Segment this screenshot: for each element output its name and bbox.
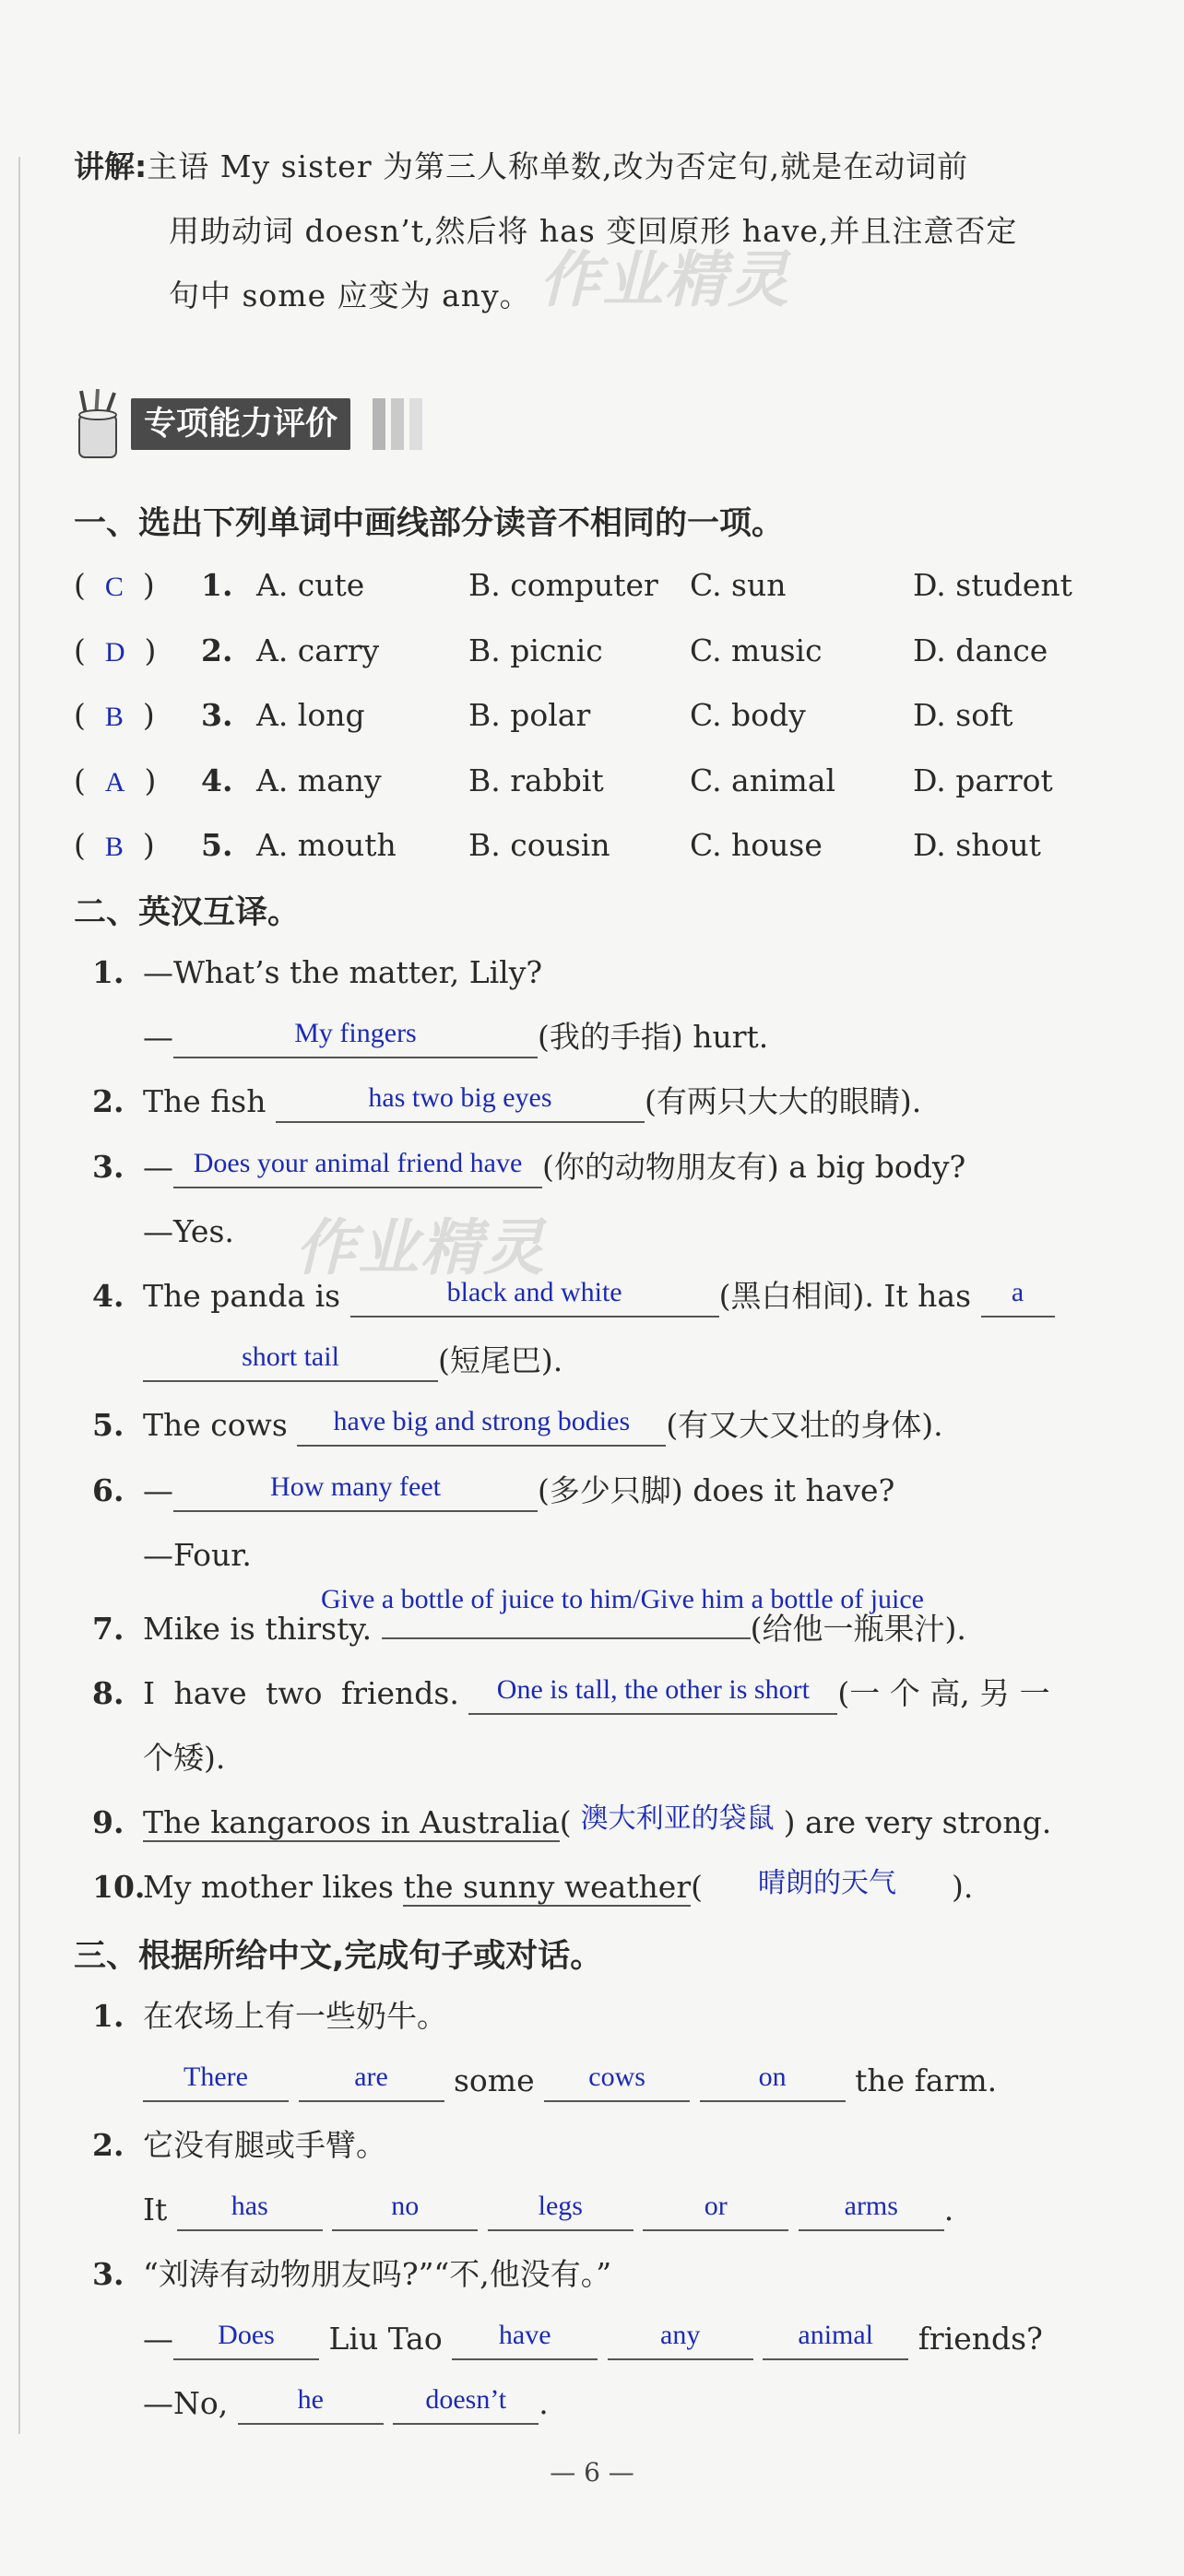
answer-text: any xyxy=(660,2320,701,2350)
banner-stripe-2 xyxy=(391,398,404,450)
banner-stripe-3 xyxy=(409,398,422,450)
answer-text: black and white xyxy=(446,1277,622,1307)
hint-text: (黑白相间). It has xyxy=(718,1278,972,1314)
question-number: 2. xyxy=(92,2127,124,2163)
hint-text: 个矮). xyxy=(143,1740,226,1776)
answer-text: legs xyxy=(538,2191,583,2221)
answer-blank[interactable] xyxy=(393,2386,539,2425)
hint-text: (有又大又壮的身体). xyxy=(666,1407,943,1443)
answer-blank[interactable] xyxy=(350,1279,719,1318)
p2-q2 xyxy=(92,1081,921,1123)
question-number: 4. xyxy=(92,1278,124,1314)
part1-heading: 一、选出下列单词中画线部分读音不相同的一项。 xyxy=(74,505,785,542)
p2-q1-line1 xyxy=(92,951,542,994)
answer-text: How many feet xyxy=(270,1471,441,1502)
margin-line xyxy=(18,157,20,2434)
p2-q9 xyxy=(92,1802,1051,1844)
dash: — xyxy=(143,1149,173,1185)
answer-blank[interactable] xyxy=(238,2386,384,2425)
choice-question xyxy=(74,824,1162,869)
answer-blank[interactable] xyxy=(143,1343,438,1382)
question-number: 3. xyxy=(201,697,233,733)
explanation-text-2: 用助动词 doesn’t,然后将 has 变回原形 have,并且注意否定 xyxy=(169,213,1018,249)
p2-q4-line1 xyxy=(92,1275,1055,1318)
question-number: 4. xyxy=(201,762,233,798)
answer-text: One is tall, the other is short xyxy=(496,1674,810,1705)
option-c: C. house xyxy=(690,827,823,863)
answer-blank[interactable] xyxy=(643,2192,788,2231)
p3-q3-reply xyxy=(143,2382,549,2425)
option-d: D. parrot xyxy=(913,762,1053,798)
question-number: 2. xyxy=(201,632,233,668)
hint-text: (短尾巴). xyxy=(438,1342,563,1378)
option-d: D. soft xyxy=(913,697,1013,733)
option-d: D. student xyxy=(913,567,1072,603)
answer-text: Does xyxy=(218,2320,275,2350)
dash: — xyxy=(143,1472,173,1508)
option-b: B. cousin xyxy=(468,827,610,863)
question-number: 7. xyxy=(92,1611,124,1647)
answer-text: Does your animal friend have xyxy=(193,1148,523,1178)
answer-blank[interactable] xyxy=(572,1805,784,1842)
question-text: The fish xyxy=(143,1083,266,1119)
p2-q7 xyxy=(92,1608,966,1650)
answer-blank[interactable] xyxy=(297,1408,666,1447)
underlined-phrase: the sunny weather xyxy=(403,1869,692,1905)
chinese-prompt: 在农场上有一些奶牛。 xyxy=(143,1998,447,2034)
question-text: the farm. xyxy=(855,2062,998,2098)
question-number: 5. xyxy=(201,827,233,863)
answer-blank[interactable] xyxy=(468,1676,837,1715)
question-text: friends? xyxy=(918,2321,1043,2357)
chinese-prompt: “刘涛有动物朋友吗?”“不,他没有。” xyxy=(143,2256,612,2292)
question-number: 2. xyxy=(92,1083,124,1119)
hint-text: (给他一瓶果汁). xyxy=(750,1611,966,1647)
answer-blank[interactable] xyxy=(173,2322,319,2360)
option-c: C. music xyxy=(690,632,823,668)
p3-q3-en xyxy=(143,2318,1043,2360)
answer-text: have xyxy=(498,2320,551,2350)
hint-text: (有两只大大的眼睛). xyxy=(644,1083,922,1119)
p2-q6 xyxy=(92,1470,894,1512)
p2-q3-reply xyxy=(143,1211,234,1253)
choice-question xyxy=(74,564,1162,609)
question-text: Mike is thirsty. xyxy=(143,1611,373,1647)
dash: — xyxy=(143,1019,173,1055)
reply-text: —No, xyxy=(143,2385,229,2421)
question-number: 1. xyxy=(92,1998,124,2034)
question-number: 3. xyxy=(92,1149,124,1185)
answer-parenthesis[interactable]: ( B ) xyxy=(74,697,155,733)
underlined-phrase: The kangaroos in Australia xyxy=(143,1804,560,1840)
explanation-line-1 xyxy=(74,146,968,188)
part2-heading: 二、英汉互译。 xyxy=(74,894,301,931)
answer-text: My fingers xyxy=(294,1018,417,1048)
question-text: It xyxy=(143,2192,168,2227)
p2-q10 xyxy=(92,1866,973,1908)
close-paren: ) xyxy=(783,1804,796,1840)
banner-stripe-1 xyxy=(373,398,385,450)
explanation-text-3: 句中 some 应变为 any。 xyxy=(169,278,531,313)
p2-q5 xyxy=(92,1404,943,1447)
question-text: I have two friends. xyxy=(143,1675,459,1711)
answer-blank[interactable] xyxy=(173,1150,542,1188)
answer-text: has two big eyes xyxy=(368,1082,552,1113)
answer-text: 晴朗的天气 xyxy=(757,1868,896,1898)
option-d: D. shout xyxy=(913,827,1041,863)
answer-letter: C xyxy=(104,572,124,602)
question-text: The panda is xyxy=(143,1278,341,1314)
answer-blank[interactable] xyxy=(703,1870,952,1907)
pencil-holder-icon xyxy=(74,387,133,461)
p3-q1-en xyxy=(143,2060,997,2102)
answer-text: on xyxy=(758,2062,787,2092)
answer-text: short tail xyxy=(242,1341,339,1372)
question-text: The cows xyxy=(143,1407,288,1443)
answer-blank[interactable] xyxy=(763,2322,908,2360)
reply-text: —Yes. xyxy=(143,1213,234,1249)
question-text: —What’s the matter, Lily? xyxy=(143,954,543,990)
watermark-middle: 作业精灵 xyxy=(295,1212,546,1283)
answer-blank[interactable] xyxy=(700,2063,846,2102)
answer-text: doesn’t xyxy=(425,2384,507,2415)
option-a: A. mouth xyxy=(256,827,397,863)
hint-text: (你的动物朋友有) a big body? xyxy=(542,1149,966,1185)
option-c: C. sun xyxy=(690,567,787,603)
answer-text: are xyxy=(354,2062,388,2092)
answer-letter: B xyxy=(104,702,124,732)
question-number: 6. xyxy=(92,1472,124,1508)
option-b: B. rabbit xyxy=(468,762,604,798)
question-number: 3. xyxy=(92,2256,124,2292)
option-a: A. cute xyxy=(256,567,365,603)
p3-q3-cn xyxy=(92,2253,611,2296)
question-number: 1. xyxy=(201,567,233,603)
answer-letter: B xyxy=(104,832,124,862)
banner-title: 专项能力评价 xyxy=(131,398,350,450)
p2-q8-line1 xyxy=(92,1672,1050,1715)
p2-q6-reply xyxy=(143,1534,252,1577)
question-text: some xyxy=(454,2062,535,2098)
option-a: A. many xyxy=(256,762,382,798)
answer-parenthesis[interactable]: ( D ) xyxy=(74,632,157,668)
answer-letter: A xyxy=(104,766,125,798)
answer-text: have big and strong bodies xyxy=(333,1406,631,1436)
reply-text: —Four. xyxy=(143,1537,252,1573)
answer-blank[interactable] xyxy=(488,2192,633,2231)
answer-blank[interactable] xyxy=(173,1473,538,1512)
explanation-text-1: 主语 My sister 为第三人称单数,改为否定句,就是在动词前 xyxy=(147,148,969,184)
answer-text: arms xyxy=(844,2191,898,2221)
answer-text: has xyxy=(231,2191,268,2221)
answer-text: cows xyxy=(588,2062,645,2092)
answer-blank[interactable] xyxy=(276,1084,645,1123)
answer-parenthesis[interactable]: ( A ) xyxy=(74,762,157,798)
choice-question xyxy=(74,760,1162,804)
part3-heading: 三、根据所给中文,完成句子或对话。 xyxy=(74,1938,603,1975)
question-number: 5. xyxy=(92,1407,124,1443)
p2-q4-line2 xyxy=(143,1340,562,1382)
open-paren: ( xyxy=(559,1804,572,1840)
p3-q2-cn xyxy=(92,2124,386,2167)
choice-question xyxy=(74,630,1162,674)
answer-blank[interactable] xyxy=(332,2192,478,2231)
answer-text: or xyxy=(704,2191,728,2221)
answer-text: no xyxy=(391,2191,420,2221)
answer-text: he xyxy=(297,2384,324,2415)
p2-q1-line2 xyxy=(143,1016,768,1058)
question-number: 1. xyxy=(92,954,124,990)
answer-blank[interactable] xyxy=(177,2192,323,2231)
answer-letter: D xyxy=(104,636,125,668)
p2-q7-answer: Give a bottle of juice to him/Give him a bottle of juice xyxy=(321,1584,924,1614)
answer-parenthesis[interactable]: ( B ) xyxy=(74,827,155,863)
chinese-prompt: 它没有腿或手臂。 xyxy=(143,2127,386,2163)
option-b: B. polar xyxy=(468,697,591,733)
option-b: B. picnic xyxy=(468,632,603,668)
answer-text: 澳大利亚的袋鼠 xyxy=(580,1803,775,1834)
option-b: B. computer xyxy=(468,567,658,603)
question-text: Liu Tao xyxy=(328,2321,443,2357)
explanation-label: 讲解: xyxy=(74,148,148,184)
answer-blank[interactable] xyxy=(143,2063,289,2102)
hint-text: (一 个 高, 另 一 xyxy=(837,1675,1050,1711)
question-number: 9. xyxy=(92,1804,124,1840)
answer-blank[interactable] xyxy=(799,2192,944,2231)
option-c: C. body xyxy=(690,697,806,733)
choice-question xyxy=(74,694,1162,739)
page-number: — 6 — xyxy=(550,2457,634,2487)
answer-parenthesis[interactable]: ( C ) xyxy=(74,567,155,603)
option-a: A. long xyxy=(256,697,365,733)
p3-q2-en xyxy=(143,2189,953,2231)
answer-blank[interactable] xyxy=(382,1637,751,1639)
option-d: D. dance xyxy=(913,632,1048,668)
answer-blank[interactable] xyxy=(299,2063,444,2102)
p2-q3 xyxy=(92,1146,965,1188)
option-a: A. carry xyxy=(256,632,380,668)
question-text: are very strong. xyxy=(805,1804,1052,1840)
question-number: 10. xyxy=(92,1869,146,1905)
question-number: 8. xyxy=(92,1675,124,1711)
p3-q1-cn xyxy=(92,1995,447,2038)
answer-blank[interactable] xyxy=(544,2063,690,2102)
hint-text: (多少只脚) does it have? xyxy=(538,1472,895,1508)
answer-blank[interactable] xyxy=(173,1020,538,1058)
hint-text: (我的手指) hurt. xyxy=(538,1019,769,1055)
option-c: C. animal xyxy=(690,762,836,798)
answer-text: a xyxy=(1011,1277,1024,1307)
explanation-line-3 xyxy=(169,275,531,317)
answer-text: There xyxy=(184,2062,248,2092)
answer-blank[interactable] xyxy=(452,2322,598,2360)
answer-blank[interactable] xyxy=(981,1279,1055,1318)
period: . xyxy=(539,2385,549,2421)
answer-blank[interactable] xyxy=(608,2322,753,2360)
watermark-top: 作业精灵 xyxy=(539,244,790,315)
answer-text: animal xyxy=(798,2320,874,2350)
p2-q8-line2 xyxy=(143,1737,225,1779)
section-banner xyxy=(74,387,443,461)
open-paren: ( xyxy=(691,1869,703,1905)
dash: — xyxy=(143,2321,173,2357)
close-paren: ). xyxy=(951,1869,974,1905)
period: . xyxy=(943,2192,954,2227)
question-text: My mother likes xyxy=(143,1869,394,1905)
